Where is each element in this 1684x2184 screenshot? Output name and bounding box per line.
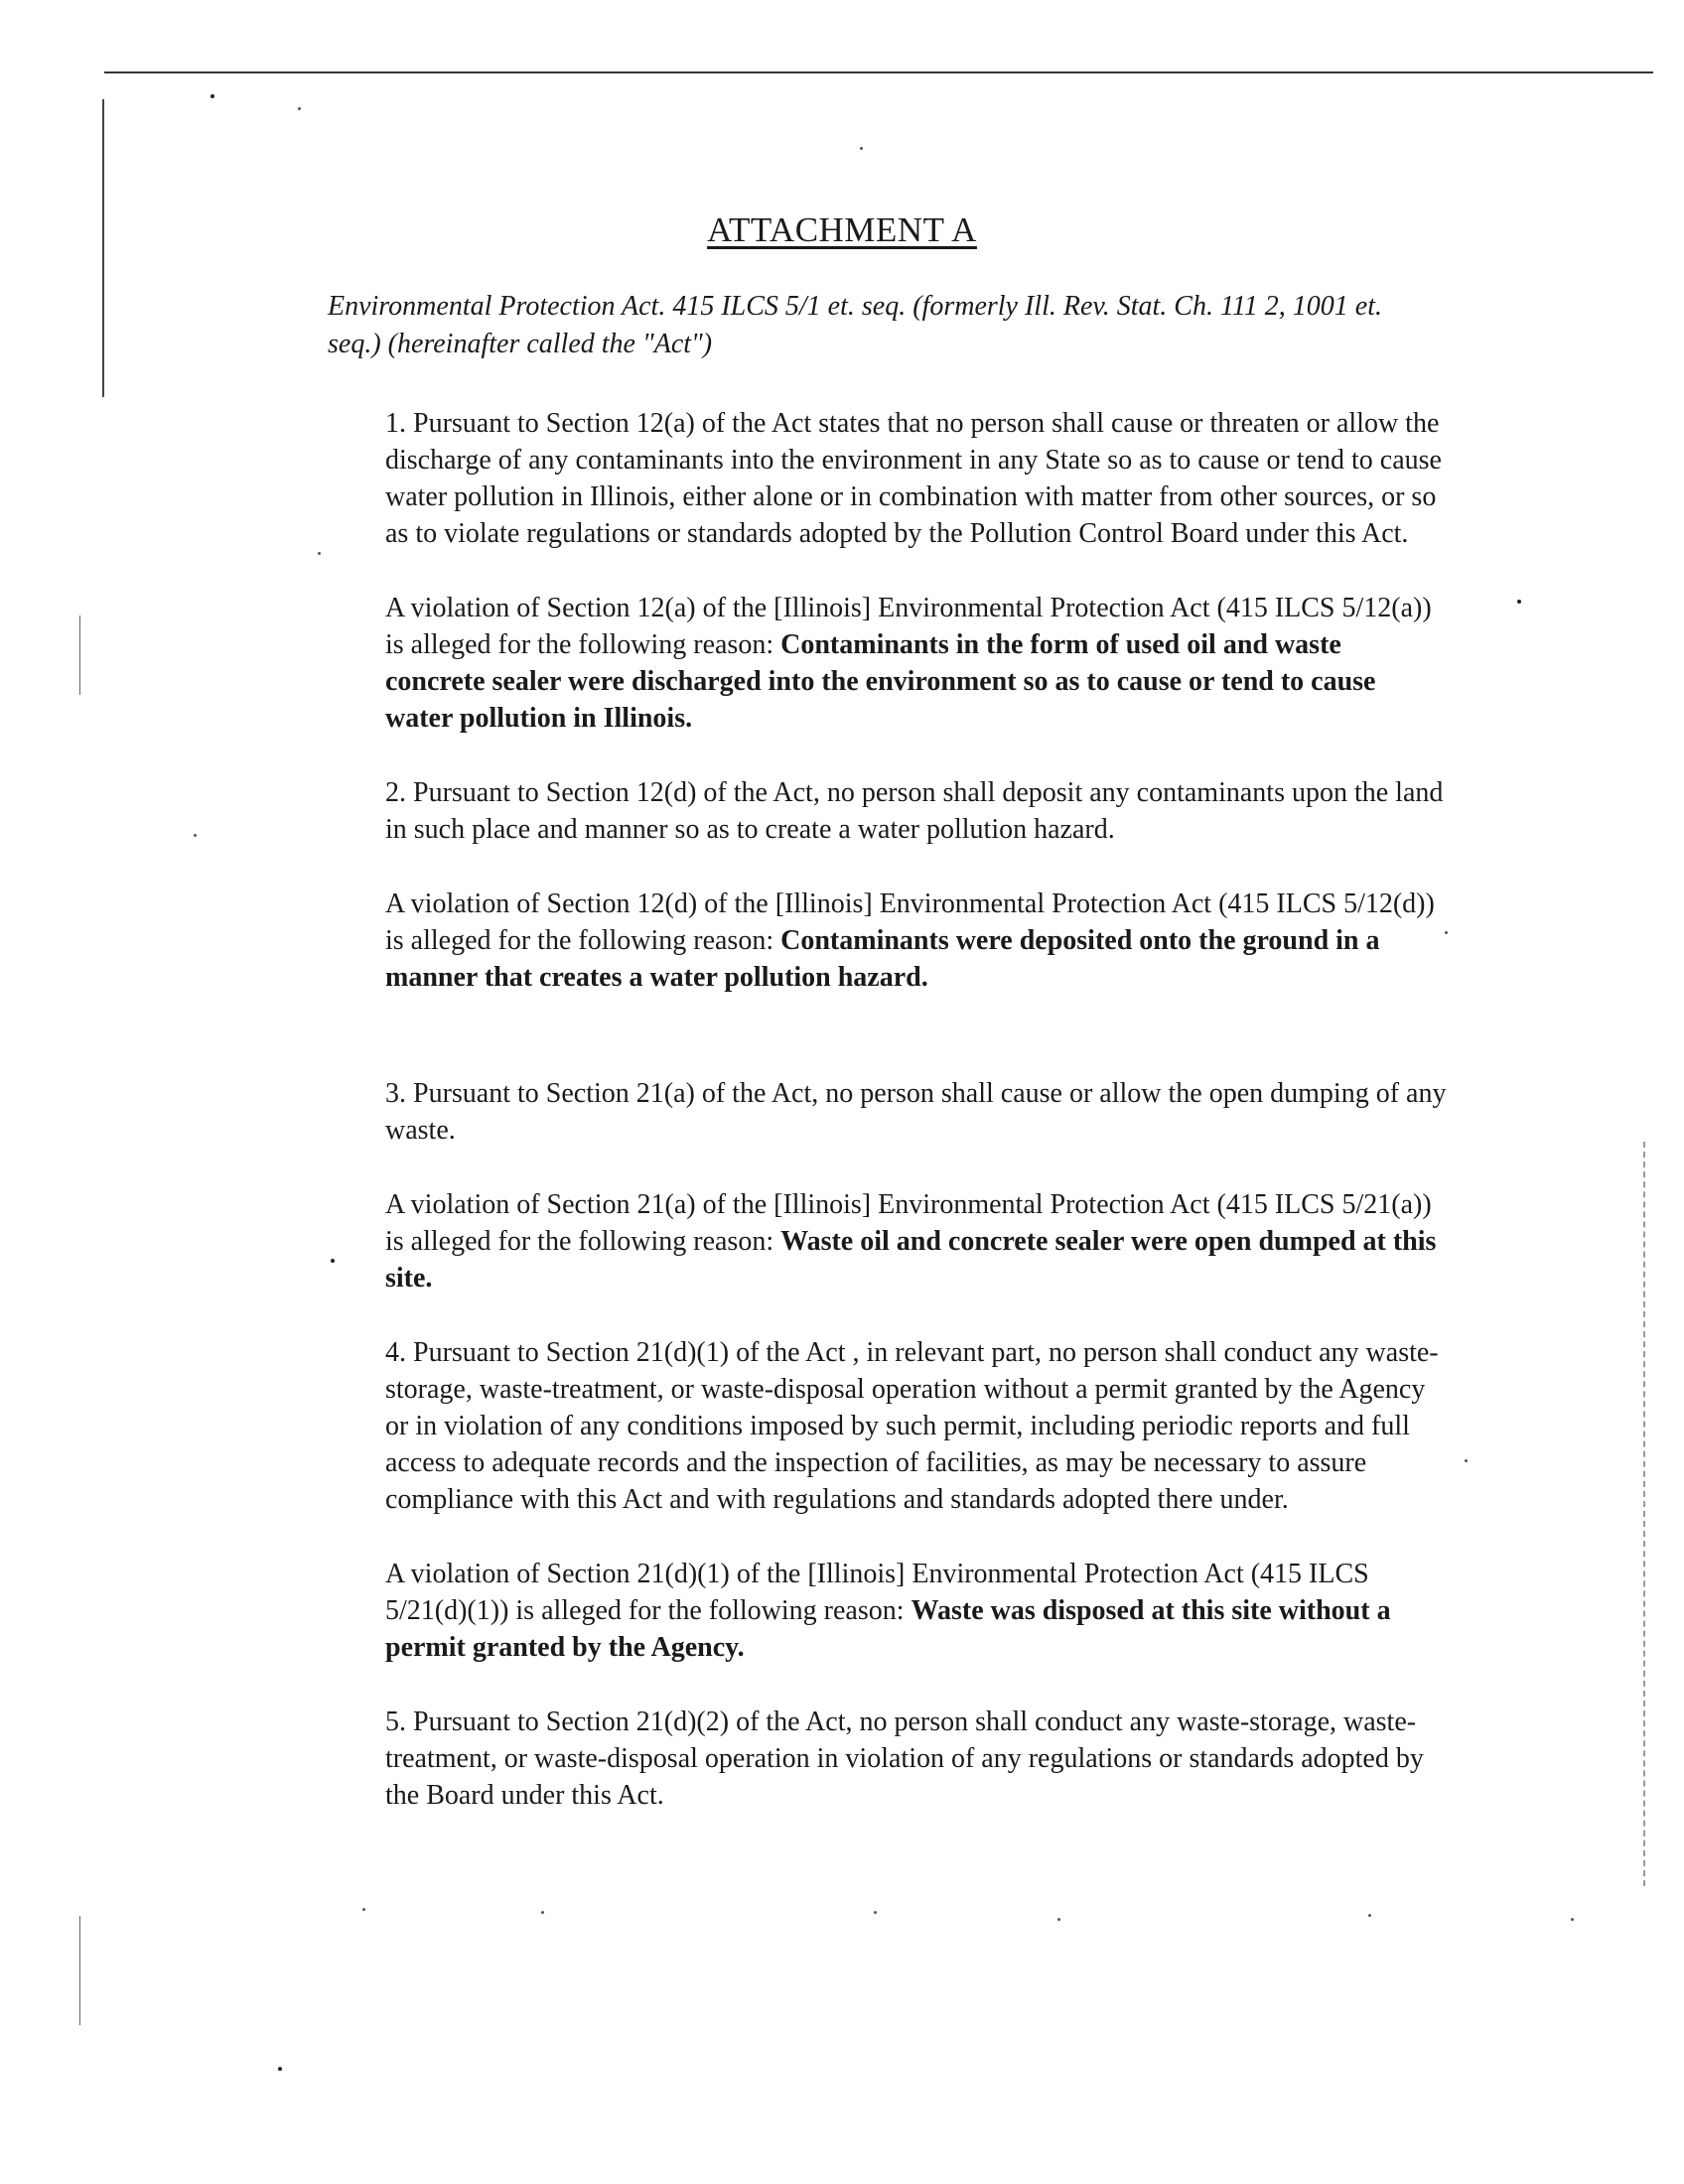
- violation-reason: Contaminants in the form of used oil and waste concrete sealer were discharged into the environment so as to cause or tend to cause water pollution in Illinois.: [385, 629, 1376, 734]
- item-5-pursuant: 5. Pursuant to Section 21(d)(2) of the Act, no person shall conduct any waste-storage, waste-treatment, or waste-disposal operation in violation of any regulations or standards adopted by the Board under this Act.: [385, 1706, 1424, 1811]
- scan-speck: [1571, 1918, 1574, 1921]
- violation-reason: Contaminants were deposited onto the ground in a manner that creates a water pollution hazard.: [385, 925, 1380, 993]
- violation-intro: A violation of Section 12(d) of the [Illinois] Environmental Protection Act (415 ILCS 5/12(d)) is alleged for the following reason:: [385, 888, 1435, 956]
- scan-speck: [541, 1911, 544, 1914]
- violation-reason: Waste oil and concrete sealer were open dumped at this site.: [385, 1226, 1437, 1294]
- scan-speck: [298, 107, 301, 110]
- item-3-violation: [385, 1186, 1448, 1297]
- item-1-violation: [385, 590, 1448, 737]
- item-3-pursuant: 3. Pursuant to Section 21(a) of the Act, no person shall cause or allow the open dumping of any waste.: [385, 1078, 1447, 1146]
- violation-intro: A violation of Section 12(a) of the [Illinois] Environmental Protection Act (415 ILCS 5/12(a)) is alleged for the following reason:: [385, 593, 1432, 660]
- scan-speck: [1057, 1918, 1060, 1921]
- violation-intro: A violation of Section 21(a) of the [Illinois] Environmental Protection Act (415 ILCS 5/21(a)) is alleged for the following reason:: [385, 1189, 1432, 1257]
- item-2-pursuant: 2. Pursuant to Section 12(d) of the Act, no person shall deposit any contaminants upon the land in such place and manner so as to create a water pollution hazard.: [385, 777, 1444, 845]
- scan-speck: [210, 94, 214, 98]
- left-margin-mark: [79, 615, 80, 695]
- scan-speck: [1517, 600, 1521, 604]
- right-margin-mark: [1643, 1142, 1646, 1886]
- top-border-line: [104, 71, 1653, 73]
- scan-speck: [1368, 1914, 1371, 1917]
- scan-speck: [318, 552, 321, 555]
- scan-speck: [278, 2067, 282, 2071]
- scan-speck: [331, 1259, 335, 1263]
- item-2-violation: [385, 886, 1448, 996]
- left-margin-mark: [79, 1916, 80, 2025]
- item-4-violation: [385, 1556, 1448, 1666]
- page-title: ATTACHMENT A: [707, 210, 977, 249]
- act-reference: Environmental Protection Act. 415 ILCS 5/1 et. seq. (formerly Ill. Rev. Stat. Ch. 111 2, 1001 et. seq.) (hereinafter called the "Act"): [328, 291, 1383, 359]
- scan-speck: [874, 1911, 877, 1914]
- scan-speck: [1465, 1459, 1468, 1462]
- scan-speck: [362, 1908, 365, 1911]
- violation-intro: A violation of Section 21(d)(1) of the [Illinois] Environmental Protection Act (415 ILCS 5/21(d)(1)) is alleged for the following reason:: [385, 1559, 1369, 1626]
- item-1-pursuant: 1. Pursuant to Section 12(a) of the Act states that no person shall cause or threaten or allow the discharge of any contaminants into the environment in any State so as to cause or tend to cause water pollution in Illinois, either alone or in combination with matter from other sources, or so as to violate regulations or standards adopted by the Pollution Control Board under this Act.: [385, 408, 1442, 549]
- scan-speck: [860, 147, 863, 150]
- violation-reason: Waste was disposed at this site without a permit granted by the Agency.: [385, 1595, 1391, 1663]
- item-4-pursuant: 4. Pursuant to Section 21(d)(1) of the Act , in relevant part, no person shall conduct any waste-storage, waste-treatment, or waste-disposal operation without a permit granted by the Agency or in violation of any conditions imposed by such permit, including periodic reports and full access to adequate records and the inspection of facilities, as may be necessary to assure compliance with this Act and with regulations and standards adopted there under.: [385, 1337, 1439, 1515]
- scan-speck: [194, 834, 197, 837]
- document-body: [385, 405, 1448, 1814]
